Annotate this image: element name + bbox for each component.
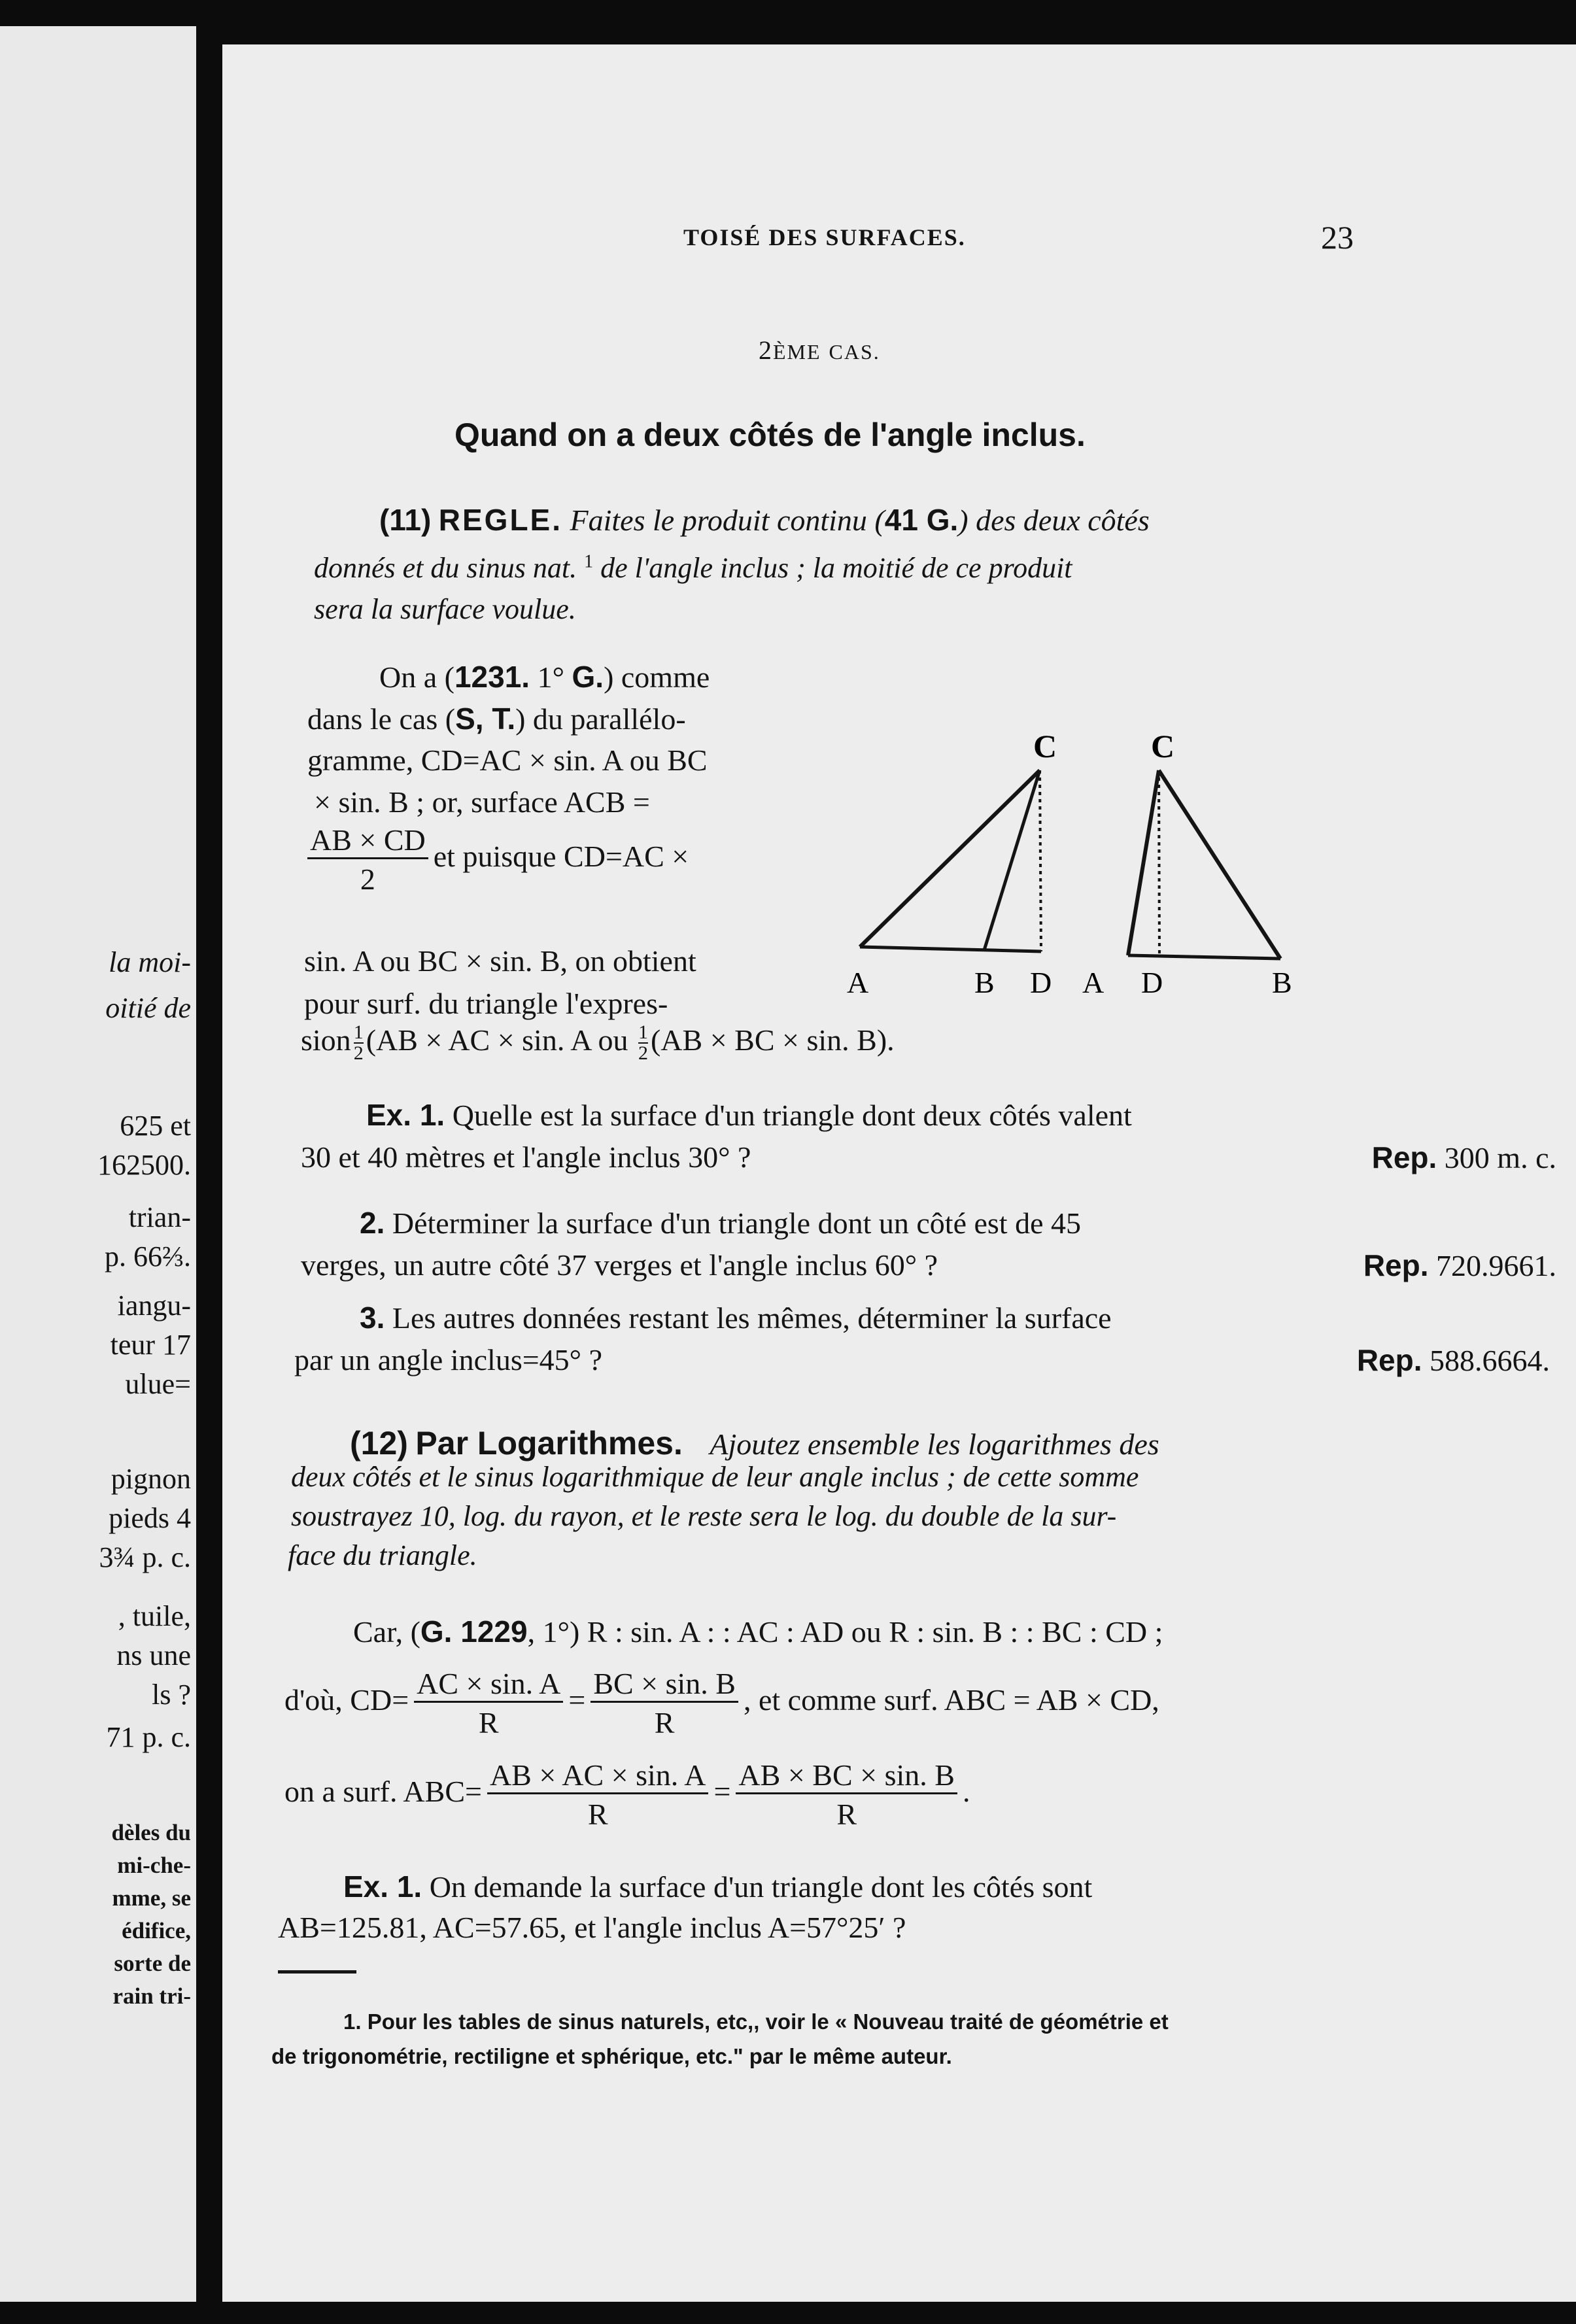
fragment-line: oitié de <box>105 992 191 1024</box>
fraction-numerator: 1 <box>353 1021 364 1044</box>
fraction-numerator: AB × CD <box>307 823 428 859</box>
fragment-line: sorte de <box>114 1951 191 1976</box>
reference: 1231. <box>454 660 530 694</box>
fragment-line: pignon <box>111 1463 191 1495</box>
running-header: TOISÉ DES SURFACES. <box>683 224 966 250</box>
answer <box>1363 1248 1556 1283</box>
example-text: Quelle est la surface d'un triangle dont deux côtés valent <box>452 1099 1132 1132</box>
example-number: 2. <box>360 1206 385 1240</box>
rule-reference: 41 G. <box>884 503 959 537</box>
fragment-line: la moi- <box>109 946 191 978</box>
label-C: C <box>1151 728 1175 764</box>
fraction <box>736 1758 957 1832</box>
rule-text: Faites le produit continu ( <box>570 504 885 537</box>
fragment-line: ls ? <box>152 1679 191 1711</box>
demo-text: dans le cas ( <box>307 702 456 736</box>
example-text: 30 et 40 mètres et l'angle inclus 30° ? <box>301 1140 751 1174</box>
rule-label: REGLE. <box>438 503 563 537</box>
fraction-denominator: R <box>478 1706 499 1739</box>
demo-text: et puisque CD=AC × <box>433 840 689 874</box>
final-example-line-1 <box>343 1869 1092 1904</box>
example-3-line-2 <box>294 1342 1550 1377</box>
case-ordinal-suffix: ÈME <box>773 340 821 364</box>
example-2-line-2 <box>301 1248 1556 1282</box>
demo-text: 1° <box>537 660 572 694</box>
rule-11-line-2 <box>314 551 1072 585</box>
fraction-denominator: 2 <box>638 1042 648 1065</box>
fraction-denominator: R <box>836 1798 857 1831</box>
proof-text: Car, ( <box>353 1615 420 1649</box>
answer-value: 300 m. c. <box>1444 1141 1556 1174</box>
case-word: CAS. <box>829 340 880 364</box>
footnote-line-1: 1. Pour les tables de sinus naturels, etc,, voir le « Nouveau traité de géométrie et <box>343 2009 1169 2034</box>
footnote-marker: 1 <box>584 551 594 572</box>
rule-text: de l'angle inclus ; la moitié de ce produit <box>600 552 1072 584</box>
fragment-line: rain tri- <box>112 1983 191 2009</box>
example-3 <box>360 1300 1112 1335</box>
answer <box>1357 1342 1550 1378</box>
proof-line-3 <box>284 1758 970 1832</box>
rule-text: ) des deux côtés <box>958 504 1150 537</box>
base-AD <box>860 947 1041 951</box>
demo-text: (AB × AC × sin. A ou <box>366 1023 628 1057</box>
right-triangle <box>1082 728 1292 999</box>
answer-label: Rep. <box>1363 1248 1429 1282</box>
left-triangle <box>847 728 1057 999</box>
fraction <box>307 823 428 897</box>
demo-text: (AB × BC × sin. B). <box>650 1023 895 1057</box>
demo-line-7: pour surf. du triangle l'expres- <box>304 987 668 1020</box>
case-heading <box>759 335 880 366</box>
demo-line-4: × sin. B ; or, surface ACB = <box>314 785 650 819</box>
height-CD <box>1040 770 1041 951</box>
rule-11-line-1 <box>379 502 1576 538</box>
section-number: (12) <box>350 1425 408 1461</box>
demo-line-3: gramme, CD=AC × sin. A ou BC <box>307 743 708 777</box>
footnote-divider <box>278 1970 356 1974</box>
section-heading: Par Logarithmes. <box>415 1425 683 1461</box>
side-AC <box>1128 770 1159 955</box>
label-B: B <box>1272 966 1292 999</box>
fraction <box>414 1666 563 1740</box>
fragment-line: iangu- <box>117 1290 191 1322</box>
example-2 <box>360 1205 1081 1240</box>
example-text: verges, un autre côté 37 verges et l'angle inclus 60° ? <box>301 1248 938 1282</box>
proof-line-1 <box>353 1614 1163 1649</box>
reference: S, T. <box>455 702 516 736</box>
book-page <box>222 44 1576 2302</box>
fragment-line: p. 66⅔. <box>105 1240 191 1273</box>
base-AB <box>1128 955 1280 959</box>
proof-text: on a surf. ABC= <box>284 1775 482 1809</box>
fraction-one-half <box>354 1023 364 1063</box>
reference: G. 1229 <box>420 1615 528 1649</box>
proof-text: , et comme surf. ABC = AB × CD, <box>743 1683 1159 1717</box>
label-D: D <box>1030 966 1052 999</box>
example-number: Ex. 1. <box>343 1870 422 1904</box>
demo-text: ) comme <box>604 660 710 694</box>
fragment-line: 71 p. c. <box>106 1721 191 1753</box>
fragment-line: trian- <box>128 1201 191 1233</box>
section-text: Ajoutez ensemble les logarithmes des <box>710 1427 1159 1461</box>
answer-value: 720.9661. <box>1436 1249 1556 1282</box>
proof-text: , 1°) R : sin. A : : AC : AD ou R : sin. B : : BC : CD ; <box>527 1615 1163 1649</box>
answer-label: Rep. <box>1356 1343 1422 1377</box>
fraction-numerator: 1 <box>638 1021 648 1044</box>
fraction-one-half <box>638 1023 648 1063</box>
fraction-denominator: R <box>654 1706 675 1739</box>
example-text: Déterminer la surface d'un triangle dont un côté est de 45 <box>392 1206 1082 1240</box>
fraction-denominator: R <box>587 1798 608 1831</box>
fraction <box>487 1758 709 1832</box>
fraction-numerator: AC × sin. A <box>414 1666 563 1703</box>
fragment-line: mme, se <box>112 1885 191 1911</box>
answer-label: Rep. <box>1371 1140 1437 1174</box>
answer <box>1372 1140 1556 1175</box>
proof-line-2 <box>284 1666 1159 1740</box>
example-text: par un angle inclus=45° ? <box>294 1343 602 1376</box>
fragment-line: dèles du <box>111 1820 191 1845</box>
fragment-line: teur 17 <box>110 1329 191 1361</box>
fraction-denominator: 2 <box>353 1042 364 1065</box>
fraction-numerator: AB × AC × sin. A <box>487 1758 709 1794</box>
fraction-numerator: BC × sin. B <box>591 1666 738 1703</box>
fragment-line: ns une <box>116 1639 191 1671</box>
label-C: C <box>1033 728 1057 764</box>
equals-sign: = <box>568 1683 586 1717</box>
side-BC <box>1159 770 1280 959</box>
reference: G. <box>572 660 604 694</box>
triangle-figure <box>844 718 1563 1012</box>
example-1 <box>366 1097 1132 1133</box>
fragment-line: ulue= <box>125 1368 191 1400</box>
demo-line-1 <box>379 659 710 694</box>
fragment-line: 625 et <box>120 1110 191 1142</box>
fragment-line: , tuile, <box>118 1600 191 1632</box>
final-example-line-2: AB=125.81, AC=57.65, et l'angle inclus A=57°25′ ? <box>278 1911 906 1944</box>
example-text: On demande la surface d'un triangle dont les côtés sont <box>429 1870 1093 1904</box>
demo-line-2 <box>307 701 686 736</box>
book-gutter <box>196 0 222 2324</box>
fragment-line: édifice, <box>122 1918 191 1943</box>
fragment-line: pieds 4 <box>109 1502 191 1534</box>
demo-text: On a ( <box>379 660 454 694</box>
fraction-denominator: 2 <box>360 863 375 896</box>
label-A: A <box>847 966 869 999</box>
answer-value: 588.6664. <box>1430 1344 1550 1377</box>
demo-line-6: sin. A ou BC × sin. B, on obtient <box>304 944 696 978</box>
footnote-line-2: de trigonométrie, rectiligne et sphérique, etc." par le même auteur. <box>271 2044 952 2068</box>
section-12-line-2: deux côtés et le sinus logarithmique de leur angle inclus ; de cette somme <box>291 1461 1139 1493</box>
section-12-line-1 <box>350 1424 1159 1462</box>
label-D: D <box>1141 966 1163 999</box>
rule-text: donnés et du sinus nat. <box>314 552 577 584</box>
example-number: Ex. 1. <box>366 1098 445 1132</box>
example-number: 3. <box>360 1301 385 1335</box>
equals-sign: = <box>713 1775 731 1809</box>
fraction-numerator: AB × BC × sin. B <box>736 1758 957 1794</box>
rule-11-line-3: sera la surface voulue. <box>314 593 576 625</box>
section-title: Quand on a deux côtés de l'angle inclus. <box>454 417 1086 453</box>
demo-text: sion <box>301 1023 351 1057</box>
demo-text: ) du parallélo- <box>515 702 686 736</box>
example-1-line-2 <box>301 1140 1556 1174</box>
demo-line-5 <box>307 823 689 897</box>
fragment-line: 3¾ p. c. <box>99 1541 191 1573</box>
label-A: A <box>1082 966 1105 999</box>
proof-text: . <box>962 1775 970 1809</box>
example-text: Les autres données restant les mêmes, déterminer la surface <box>392 1301 1112 1335</box>
case-number: 2 <box>759 335 773 365</box>
fragment-line: 162500. <box>97 1149 191 1181</box>
fragment-line: mi-che- <box>117 1853 191 1878</box>
proof-text: d'où, CD= <box>284 1683 409 1717</box>
demo-line-8 <box>301 1023 895 1063</box>
section-12-line-4: face du triangle. <box>288 1539 477 1571</box>
label-B: B <box>974 966 995 999</box>
facing-page-fragment <box>0 26 196 2302</box>
rule-number: (11) <box>379 503 432 537</box>
section-12-line-3: soustrayez 10, log. du rayon, et le reste sera le log. du double de la sur- <box>291 1500 1117 1532</box>
fraction <box>591 1666 738 1740</box>
page-number: 23 <box>1321 219 1354 256</box>
